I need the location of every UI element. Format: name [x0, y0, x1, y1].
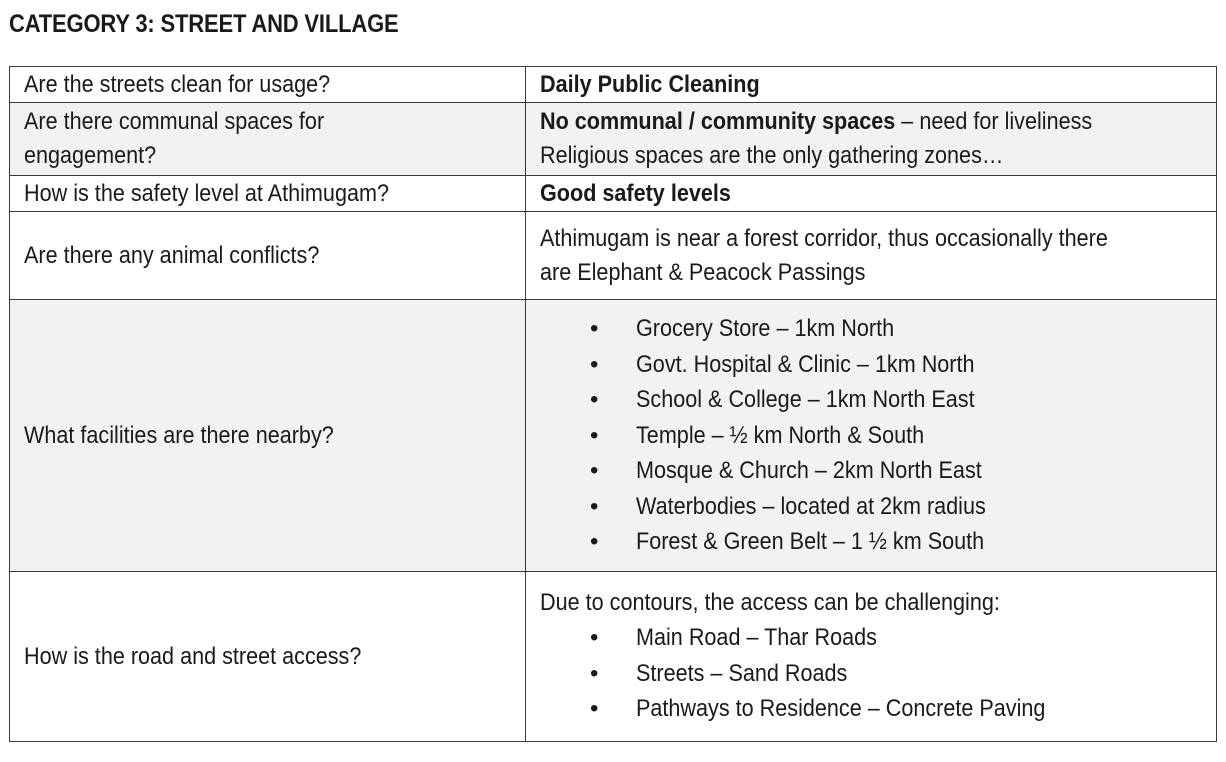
list-item: • Mosque & Church – 2km North East: [590, 453, 1202, 489]
answer-bold: No communal / community spaces: [540, 108, 896, 135]
table-row: [10, 212, 1217, 300]
list-item: • Main Road – Thar Roads: [590, 620, 1202, 656]
list-item: • Govt. Hospital & Clinic – 1km North: [590, 347, 1202, 383]
list-item: • School & College – 1km North East: [590, 382, 1202, 418]
answer-cell: [526, 212, 1217, 300]
list-item: • Pathways to Residence – Concrete Paving: [590, 691, 1202, 727]
access-list: [540, 620, 1202, 727]
facilities-list: [540, 311, 1202, 560]
question-text: Are there any animal conflicts?: [24, 241, 320, 269]
table-row: [10, 67, 1217, 103]
question-text-line2: engagement?: [24, 142, 157, 169]
answer-text: Good safety levels: [540, 179, 731, 207]
list-item: • Forest & Green Belt – 1 ½ km South: [590, 524, 1202, 560]
answer-cell: [526, 67, 1217, 103]
table-row: [10, 103, 1217, 176]
answer-cell: [526, 300, 1217, 572]
question-cell: [10, 103, 526, 176]
table-row: [10, 176, 1217, 212]
answer-intro: Due to contours, the access can be challenging:: [540, 589, 1000, 617]
list-item: • Grocery Store – 1km North: [590, 311, 1202, 347]
answer-text-line1: Athimugam is near a forest corridor, thus occasionally there: [540, 224, 1108, 252]
answer-rest: – need for liveliness: [895, 108, 1093, 135]
question-text: What facilities are there nearby?: [24, 421, 334, 449]
table-row: [10, 300, 1217, 572]
table-row: [10, 572, 1217, 742]
survey-table: [9, 66, 1217, 742]
question-cell: [10, 572, 526, 742]
question-text: Are the streets clean for usage?: [24, 70, 331, 98]
section-heading: CATEGORY 3: STREET AND VILLAGE: [9, 10, 399, 38]
question-text: How is the safety level at Athimugam?: [24, 179, 389, 207]
answer-text-line1: [540, 105, 1092, 139]
list-item: • Temple – ½ km North & South: [590, 418, 1202, 454]
question-cell: [10, 67, 526, 103]
answer-cell: [526, 572, 1217, 742]
list-item: • Streets – Sand Roads: [590, 656, 1202, 692]
question-cell: [10, 300, 526, 572]
question-cell: [10, 176, 526, 212]
answer-text: Daily Public Cleaning: [540, 70, 760, 98]
answer-text-line2: are Elephant & Peacock Passings: [540, 258, 866, 286]
answer-cell: [526, 176, 1217, 212]
question-text-line1: Are there communal spaces for: [24, 108, 325, 135]
question-text: How is the road and street access?: [24, 642, 362, 670]
question-cell: [10, 212, 526, 300]
answer-cell: [526, 103, 1217, 176]
answer-text-line2: Religious spaces are the only gathering zones…: [540, 142, 1004, 169]
list-item: • Waterbodies – located at 2km radius: [590, 489, 1202, 525]
